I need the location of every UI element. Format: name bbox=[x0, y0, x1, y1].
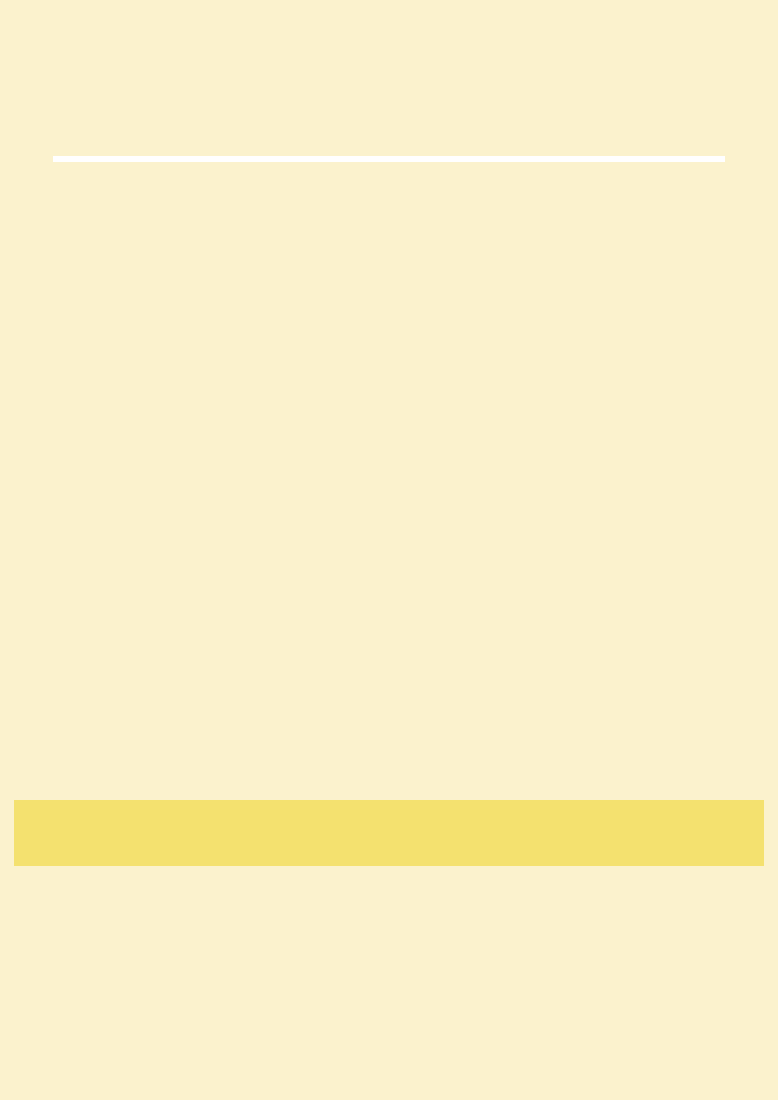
events-table bbox=[53, 156, 725, 162]
notice-band bbox=[14, 800, 764, 866]
